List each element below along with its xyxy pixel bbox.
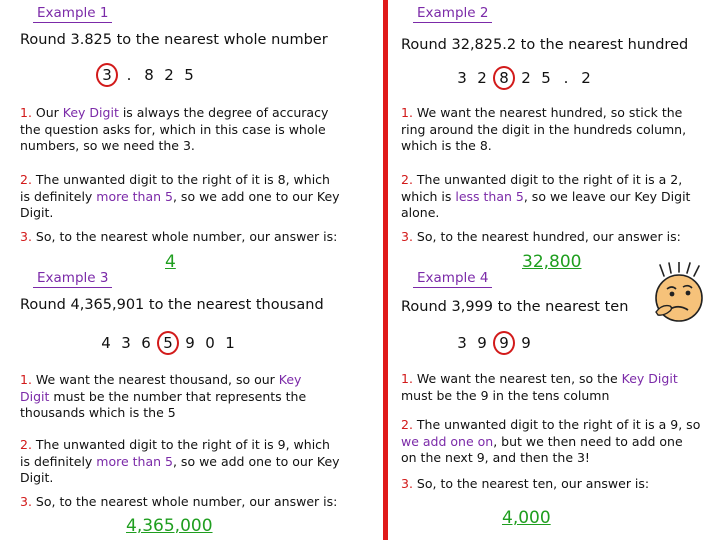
example-4-label: Example 4 [413, 270, 492, 288]
step-number: 2. [401, 172, 413, 187]
example-2-answer: 32,800 [522, 252, 582, 272]
example-3-step-1 [20, 372, 325, 422]
example-4-step-1 [401, 371, 706, 404]
example-1-question: Round 3.825 to the nearest whole number [20, 32, 328, 48]
key-digit-term: Key Digit [20, 372, 302, 404]
digit: 2 [164, 66, 174, 84]
example-4-key-digit-ring: 9 [493, 331, 515, 355]
example-2-digits [452, 66, 596, 90]
digit: 9 [521, 334, 531, 352]
example-1-key-digit-ring: 3 [96, 63, 118, 87]
step-text: , so we add one to our Key Digit. [20, 188, 340, 220]
digit: 2 [477, 69, 487, 87]
step-text: We want the nearest thousand, so our [31, 372, 279, 387]
digit: 4 [101, 334, 111, 352]
example-2-label: Example 2 [413, 5, 492, 23]
step-number: 1. [401, 371, 413, 386]
digit: 5 [184, 66, 194, 84]
step-text: , so we add one to our Key Digit. [20, 453, 340, 485]
comparison-term: more than 5 [96, 188, 173, 204]
digit: 2 [581, 69, 591, 87]
column-divider [383, 0, 388, 540]
step-number: 2. [20, 172, 32, 187]
digit: 2 [521, 69, 531, 87]
step-number: 2. [401, 417, 413, 432]
example-3-digits [96, 331, 240, 355]
digit: 9 [477, 334, 487, 352]
example-1-digits [95, 63, 199, 87]
digit: 3 [457, 69, 467, 87]
key-digit-term: Key Digit [621, 371, 678, 386]
digit: 5 [541, 69, 551, 87]
example-3-answer: 4,365,000 [126, 516, 213, 536]
example-1-step-3 [20, 229, 365, 246]
step-text: So, to the nearest whole number, our answer is: [31, 229, 338, 244]
example-2-key-digit-ring: 8 [493, 66, 515, 90]
example-2-step-2 [401, 172, 701, 222]
step-number: 3. [401, 229, 413, 244]
step-text: So, to the nearest hundred, our answer is: [412, 229, 681, 244]
step-text: The unwanted digit to the right of it is 8, which is definitely [20, 172, 330, 204]
step-number: 1. [20, 372, 32, 387]
example-3-key-digit-ring: 5 [157, 331, 179, 355]
digit: 0 [205, 334, 215, 352]
step-text: We want the nearest ten, so the [412, 371, 622, 386]
key-digit-term: Key Digit [62, 105, 119, 120]
example-1-label: Example 1 [33, 5, 112, 23]
step-number: 1. [20, 105, 32, 120]
step-text: So, to the nearest whole number, our answer is: [31, 494, 338, 509]
step-text: must be the 9 in the tens column [401, 387, 610, 403]
step-text: must be the number that represents the thousands which is the 5 [20, 388, 307, 420]
example-2-step-3 [401, 229, 716, 246]
digit: 9 [185, 334, 195, 352]
example-4-digits [452, 331, 536, 355]
example-2-question: Round 32,825.2 to the nearest hundred [401, 37, 689, 53]
step-text: , so we leave our Key Digit alone. [401, 188, 691, 220]
digit: 6 [141, 334, 151, 352]
step-text: Our [31, 105, 63, 120]
digit: 8 [144, 66, 154, 84]
digit: . [126, 66, 132, 84]
step-number: 3. [20, 494, 32, 509]
step-text: , but we then need to add one on the next 9, and then the 3! [401, 433, 683, 465]
digit: 1 [225, 334, 235, 352]
step-text: The unwanted digit to the right of it is a 2, which is [401, 172, 683, 204]
comparison-term: we add one on [401, 433, 494, 449]
step-text: The unwanted digit to the right of it is a 9, so [412, 417, 701, 432]
step-number: 2. [20, 437, 32, 452]
step-text: So, to the nearest ten, our answer is: [412, 476, 650, 491]
example-3-label: Example 3 [33, 270, 112, 288]
comparison-term: more than 5 [96, 453, 173, 469]
step-number: 3. [401, 476, 413, 491]
digit: 3 [121, 334, 131, 352]
digit: 3 [457, 334, 467, 352]
example-1-step-2 [20, 172, 340, 222]
step-text: The unwanted digit to the right of it is 9, which is definitely [20, 437, 330, 469]
digit: . [563, 69, 569, 87]
example-1-step-1 [20, 105, 350, 155]
example-4-question: Round 3,999 to the nearest ten [401, 299, 629, 315]
comparison-term: less than 5 [455, 188, 524, 204]
example-3-question: Round 4,365,901 to the nearest thousand [20, 297, 324, 313]
example-2-step-1 [401, 105, 701, 155]
step-text: is always the degree of accuracy the question asks for, which in this case is whole numbers, so we need the 3. [20, 105, 329, 153]
example-3-step-2 [20, 437, 340, 487]
example-1-answer: 4 [165, 252, 176, 272]
step-number: 3. [20, 229, 32, 244]
example-4-answer: 4,000 [502, 508, 551, 528]
example-4-step-3 [401, 476, 711, 493]
step-number: 1. [401, 105, 413, 120]
step-text: We want the nearest hundred, so stick the ring around the digit in the hundreds column, which is the 8. [401, 105, 687, 153]
thinking-face-icon [648, 262, 710, 324]
example-4-step-2 [401, 417, 701, 467]
example-3-step-3 [20, 494, 365, 511]
